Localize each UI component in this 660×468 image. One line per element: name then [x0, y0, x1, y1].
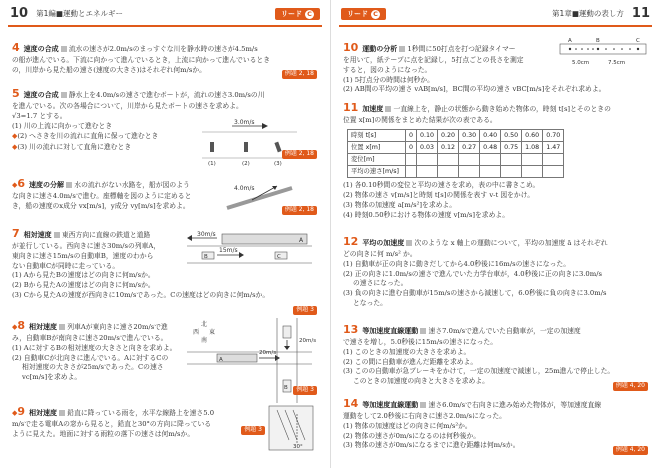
problem-title: 相対速度 — [29, 409, 58, 417]
right-lead-badge: リード C — [341, 8, 386, 20]
sub-question: の速さになった。 — [353, 279, 408, 288]
sub-question: (3) 物体の速さが0m/sになるまでに進む距離は何m/sか。 — [343, 441, 520, 450]
problem-number: 7 — [12, 227, 20, 240]
problem-text: 水の流れがない水路を，船が図のよう — [74, 181, 190, 189]
problem-7 — [12, 226, 317, 313]
problem-12 — [343, 234, 648, 309]
problem-text: み，自動車Bが南向きに速さ20m/sで進んでいる。 — [12, 333, 168, 342]
right-header-rule — [339, 25, 652, 27]
problem-text: の船が進んでいる。下流に向かって進んでいるとき，上流に向かって進んでいるとき — [12, 55, 271, 64]
mark-icon — [399, 46, 405, 52]
table-row: 平均の速さ[m/s] — [348, 166, 564, 178]
problem-title: 等加速度直線運動 — [362, 401, 419, 409]
river-figure — [192, 120, 302, 166]
problem-text: 東西方向に直線の鉄道と道路 — [61, 231, 151, 239]
svg-text:15m/s: 15m/s — [219, 247, 238, 254]
problem-number: 8 — [17, 319, 26, 332]
sub-question: (1) 各0.10秒間の変位と平均の速さを求め，表の中に書きこめ。 — [343, 181, 540, 190]
problem-text: 流水の速さが2.0m/sのまっすぐな川を静水時の速さが4.5m/s — [68, 45, 258, 53]
problem-text: 1秒間に50打点を打つ記録タイマー — [407, 45, 516, 53]
mark-icon — [59, 324, 65, 330]
svg-text:A: A — [219, 357, 223, 363]
table-row: 変位[m] — [348, 154, 564, 166]
problem-text: 列車Aが東向きに速さ20m/sで進 — [67, 323, 168, 331]
problem-text: き，船の速度のx成分 vx[m/s]，y成分 vy[m/s]を求めよ。 — [12, 201, 190, 210]
sub-question: (2) Bから見たAの速度はどの向きに何m/sか。 — [12, 281, 155, 290]
svg-text:(1): (1) — [208, 161, 216, 167]
svg-text:(2): (2) — [242, 161, 250, 167]
mark-icon — [420, 402, 426, 408]
sub-question: (1) 5打点分の時間は何秒か。 — [343, 75, 434, 84]
left-header — [0, 3, 330, 25]
example-ref: 例題 4, 20 — [613, 382, 648, 391]
problem-text: 鉛直に降っている雨を，水平な線路上を速さ5.0 — [67, 409, 215, 417]
mark-icon — [61, 92, 67, 98]
example-ref: 例題 2, 18 — [282, 150, 317, 159]
svg-text:20m/s: 20m/s — [299, 338, 317, 344]
problem-6: ◆6 速度の分解 水の流れがない水路を，船が図のよう な向きに速さ4.0m/sで進む。座標軸を図のように定めると き，船の速度のx成分 vx[m/s]，y成分 vy[m/s]を求めよ。 4.0m/s 例題 2, 18 — [12, 176, 317, 212]
problem-text: 東向きに速さ15m/sの自動車B，速度のわから — [12, 251, 154, 260]
left-page-number: 10 — [10, 5, 29, 21]
problem-9: ◆9 相対速度 鉛直に降っている雨を，水平な線路上を速さ5.0 m/sで走る電車Aの窓から見ると，鉛直と30°の方向に降っている ように見えた。地面に対する雨粒の落下の速さは何m/sか。 30° 例題 3 — [12, 404, 317, 440]
sub-question: (1) Aに対するBの相対速度の大きさと向きを求めよ。 — [12, 343, 177, 352]
mark-icon — [406, 240, 412, 246]
table-row: 位置 x[m] 0 0.03 0.12 0.27 0.48 0.75 1.08 1.47 — [348, 141, 564, 153]
problem-text: ように見えた。地面に対する雨粒の落下の速さは何m/sか。 — [12, 429, 195, 438]
svg-text:20m/s: 20m/s — [259, 350, 277, 356]
problem-title: 運動の分析 — [362, 45, 398, 53]
example-ref: 例題 3 — [241, 426, 265, 435]
svg-text:東: 東 — [209, 329, 216, 336]
sub-question: (2) 正の向きに1.0m/sの速さで進んでいた力学台車が，4.0秒後に正の向きに3.0m/s — [343, 269, 602, 278]
problem-text: な向きに速さ4.0m/sで進む。座標軸を図のように定めると — [12, 191, 192, 200]
sub-question: (2) AB間の平均の速さ vAB[m/s]，BC間の平均の速さ vBC[m/s]をそれぞれ求めよ。 — [343, 85, 606, 94]
svg-text:南: 南 — [201, 337, 208, 344]
example-ref: 例題 3 — [293, 306, 317, 315]
right-page — [330, 0, 660, 468]
problem-text: ない自動車Cが同時に走っている。 — [12, 261, 120, 270]
problem-text: 運動をして2.0秒後に右向きに速さ2.0m/sになった。 — [343, 411, 506, 420]
problem-title: 速度の合成 — [23, 91, 59, 99]
problem-10 — [343, 40, 648, 95]
sub-question: (3) Cから見たAの速度が西向きに10m/sであった。Cの速度はどの向きに何m/sか。 — [12, 291, 270, 300]
svg-text:30m/s: 30m/s — [197, 231, 216, 238]
sub-question: (3) 物体の加速度 a[m/s²]を求めよ。 — [343, 200, 457, 209]
problem-text: √3=1.7 とする。 — [12, 111, 67, 120]
mark-icon — [420, 328, 426, 334]
problem-title: 相対速度 — [23, 231, 52, 239]
sub-question: vc[m/s]を求めよ。 — [22, 373, 82, 382]
left-chapter-title: 第1編■運動とエネルギー — [36, 8, 123, 18]
problem-number: 14 — [343, 397, 359, 410]
problem-text: を用いて，紙テープに点を記録し，5打点ごとの長さを測定 — [343, 55, 524, 64]
problem-text: 速さ7.0m/sで進んでいた自動車が，一定の加速度 — [428, 327, 581, 335]
problem-text: 静水上を4.0m/sの速さで進むボートが，流れの速さ3.0m/sの川 — [68, 91, 265, 99]
svg-text:西: 西 — [193, 329, 200, 336]
sub-question: となった。 — [353, 299, 387, 308]
train-road-figure — [187, 232, 312, 276]
svg-text:4.0m/s: 4.0m/s — [234, 185, 255, 192]
problem-title: 速度の分解 — [29, 181, 65, 189]
problem-title: 等加速度直線運動 — [362, 327, 419, 335]
problem-title: 加速度 — [362, 105, 384, 113]
sub-question: (2) 物体の速さが0m/sになるのは何秒後か。 — [343, 431, 481, 440]
sub-question: (2) へさきを川の流れに直角に保って進むとき — [17, 132, 159, 141]
problem-title: 速度の合成 — [23, 45, 59, 53]
rain-window-figure — [267, 404, 317, 454]
problem-11 — [343, 100, 648, 221]
problem-text: どの向きに何 m/s² か。 — [343, 249, 417, 258]
problem-text: すると，図のようになった。 — [343, 65, 432, 74]
example-ref: 例題 2, 18 — [282, 206, 317, 215]
right-header — [331, 3, 660, 25]
sub-question: (2) 物体の速さ v[m/s]と時刻 t[s]の関係を表す v-t 図をかけ。 — [343, 191, 535, 200]
example-ref: 例題 4, 20 — [613, 446, 648, 455]
problem-text: が並行している。西向きに速さ30m/sの列車A， — [12, 241, 161, 250]
example-ref: 例題 2, 18 — [282, 70, 317, 79]
sub-question: 相対速度の大きさが25m/sであった。Cの速さ — [22, 363, 164, 372]
right-chapter-title: 第1章■運動の表し方 — [552, 8, 624, 18]
svg-text:北: 北 — [201, 321, 208, 328]
sub-question: (1) 川の上流に向かって進むとき — [12, 121, 113, 130]
svg-text:A: A — [568, 38, 572, 44]
mark-icon — [61, 46, 67, 52]
svg-text:B: B — [204, 254, 208, 260]
sub-question: (2) この間に自動車が進んだ距離を求めよ。 — [343, 357, 478, 366]
sub-question: (3) 川の流れに対して直角に進むとき — [17, 143, 132, 152]
problem-8: ◆8 相対速度 列車Aが東向きに速さ20m/sで進 み，自動車Bが南向きに速さ20m/sで進んでいる。 (1) Aに対するBの相対速度の大きさと向きを求めよ。 (2) 自動車Cが北向きに進んでいる。Aに対するCの 相対速度の大きさが25m/sであった。Cの速さ vc[m/s]を求めよ。 北 西 東 南 A 20m/s 20m/s B 例題 3 — [12, 318, 317, 383]
sub-question: (3) 負の向きに進む自動車が15m/sの速さから減速して，6.0秒後に負の向きに3.0m/s — [343, 289, 607, 298]
problem-13 — [343, 322, 648, 387]
problem-number: 4 — [12, 41, 20, 54]
mark-icon — [385, 106, 391, 112]
svg-text:30°: 30° — [293, 444, 303, 450]
problem-text: 位置 x[m]の関係をまとめた結果が次の表である。 — [343, 115, 497, 124]
mark-icon — [66, 182, 72, 188]
sub-question: (1) 自動車が正の向きに動きだしてから4.0秒後に16m/sの速さになった。 — [343, 259, 570, 268]
sub-question: (4) 時刻0.50秒における物体の速度 v[m/s]を求めよ。 — [343, 210, 509, 219]
example-ref: 例題 3 — [293, 386, 317, 395]
right-page-number: 11 — [631, 5, 650, 21]
problem-text: 一直線上を，静止の状態から動き始めた物体の，時刻 t[s]とそのときの — [393, 105, 611, 113]
svg-text:B: B — [596, 38, 600, 44]
time-position-table — [347, 129, 564, 179]
svg-text:(3): (3) — [274, 161, 282, 167]
svg-text:B: B — [284, 385, 288, 391]
problem-text: で速さを増し，5.0秒後に15m/sの速さになった。 — [343, 337, 498, 346]
problem-text: m/sで走る電車Aの窓から見ると，鉛直と30°の方向に降っている — [12, 419, 212, 428]
sub-question: (2) 自動車Cが北向きに進んでいる。Aに対するCの — [12, 353, 169, 362]
problem-number: 11 — [343, 101, 359, 114]
left-header-rule — [8, 25, 322, 27]
problem-text: を進んでいる。次の各場合について，川岸から見たボートの速さを求めよ。 — [12, 101, 243, 110]
problem-4 — [12, 40, 317, 76]
table-row: 時刻 t[s] 0 0.10 0.20 0.30 0.40 0.50 0.60 0.70 — [348, 129, 564, 141]
svg-text:5.0cm: 5.0cm — [572, 60, 590, 66]
sub-question: (1) Aから見たBの速度はどの向きに何m/sか。 — [12, 271, 155, 280]
problem-number: 13 — [343, 323, 359, 336]
mark-icon — [59, 410, 65, 416]
ticker-tape-figure — [558, 36, 648, 70]
sub-question: (1) 物体の加速度はどの向きに何m/s²か。 — [343, 421, 472, 430]
problem-title: 平均の加速度 — [362, 239, 405, 247]
problem-number: 12 — [343, 235, 359, 248]
sub-question: (1) このときの加速度の大きさを求めよ。 — [343, 347, 471, 356]
svg-text:C: C — [277, 254, 281, 260]
sub-question: このときの加速度の向きと大きさを求めよ。 — [353, 377, 489, 386]
problem-number: 9 — [17, 405, 26, 418]
problem-14 — [343, 396, 648, 451]
problem-5: 5 速度の合成 静水上を4.0m/sの速さで進むボートが，流れの速さ3.0m/sの川 を進んでいる。次の各場合について，川岸から見たボートの速さを求めよ。 √3=1.7 とする。 (1) 川の上流に向かって進むとき ◆(2) へさきを川の流れに直角に保って進むとき ◆(3) 川の流れに対して直角に進むとき 3.0m/s (1) (2) (3) 例題 2, 18 — [12, 86, 317, 153]
svg-text:A: A — [299, 237, 304, 244]
left-lead-badge: リード C — [275, 8, 320, 20]
problem-text: 速さ6.0m/sで右向きに進み始めた物体が，等加速度直線 — [428, 401, 602, 409]
problem-number: 6 — [17, 177, 26, 190]
sub-question: (3) このの自動車が急ブレーキをかけて，一定の加速度で減速し，25m進んで停止した。 — [343, 367, 615, 376]
problem-text: の，川岸から見た船の速さ(速度の大きさ)はそれぞれ何m/sか。 — [12, 65, 206, 74]
svg-text:7.5cm: 7.5cm — [608, 60, 626, 66]
mark-icon — [54, 232, 60, 238]
problem-text: 次のような x 軸上の運動について，平均の加速度 ā はそれぞれ — [414, 239, 608, 247]
problem-number: 5 — [12, 87, 20, 100]
svg-text:C: C — [636, 38, 640, 44]
svg-text:3.0m/s: 3.0m/s — [234, 119, 255, 126]
problem-title: 相対速度 — [29, 323, 58, 331]
problem-number: 10 — [343, 41, 359, 54]
